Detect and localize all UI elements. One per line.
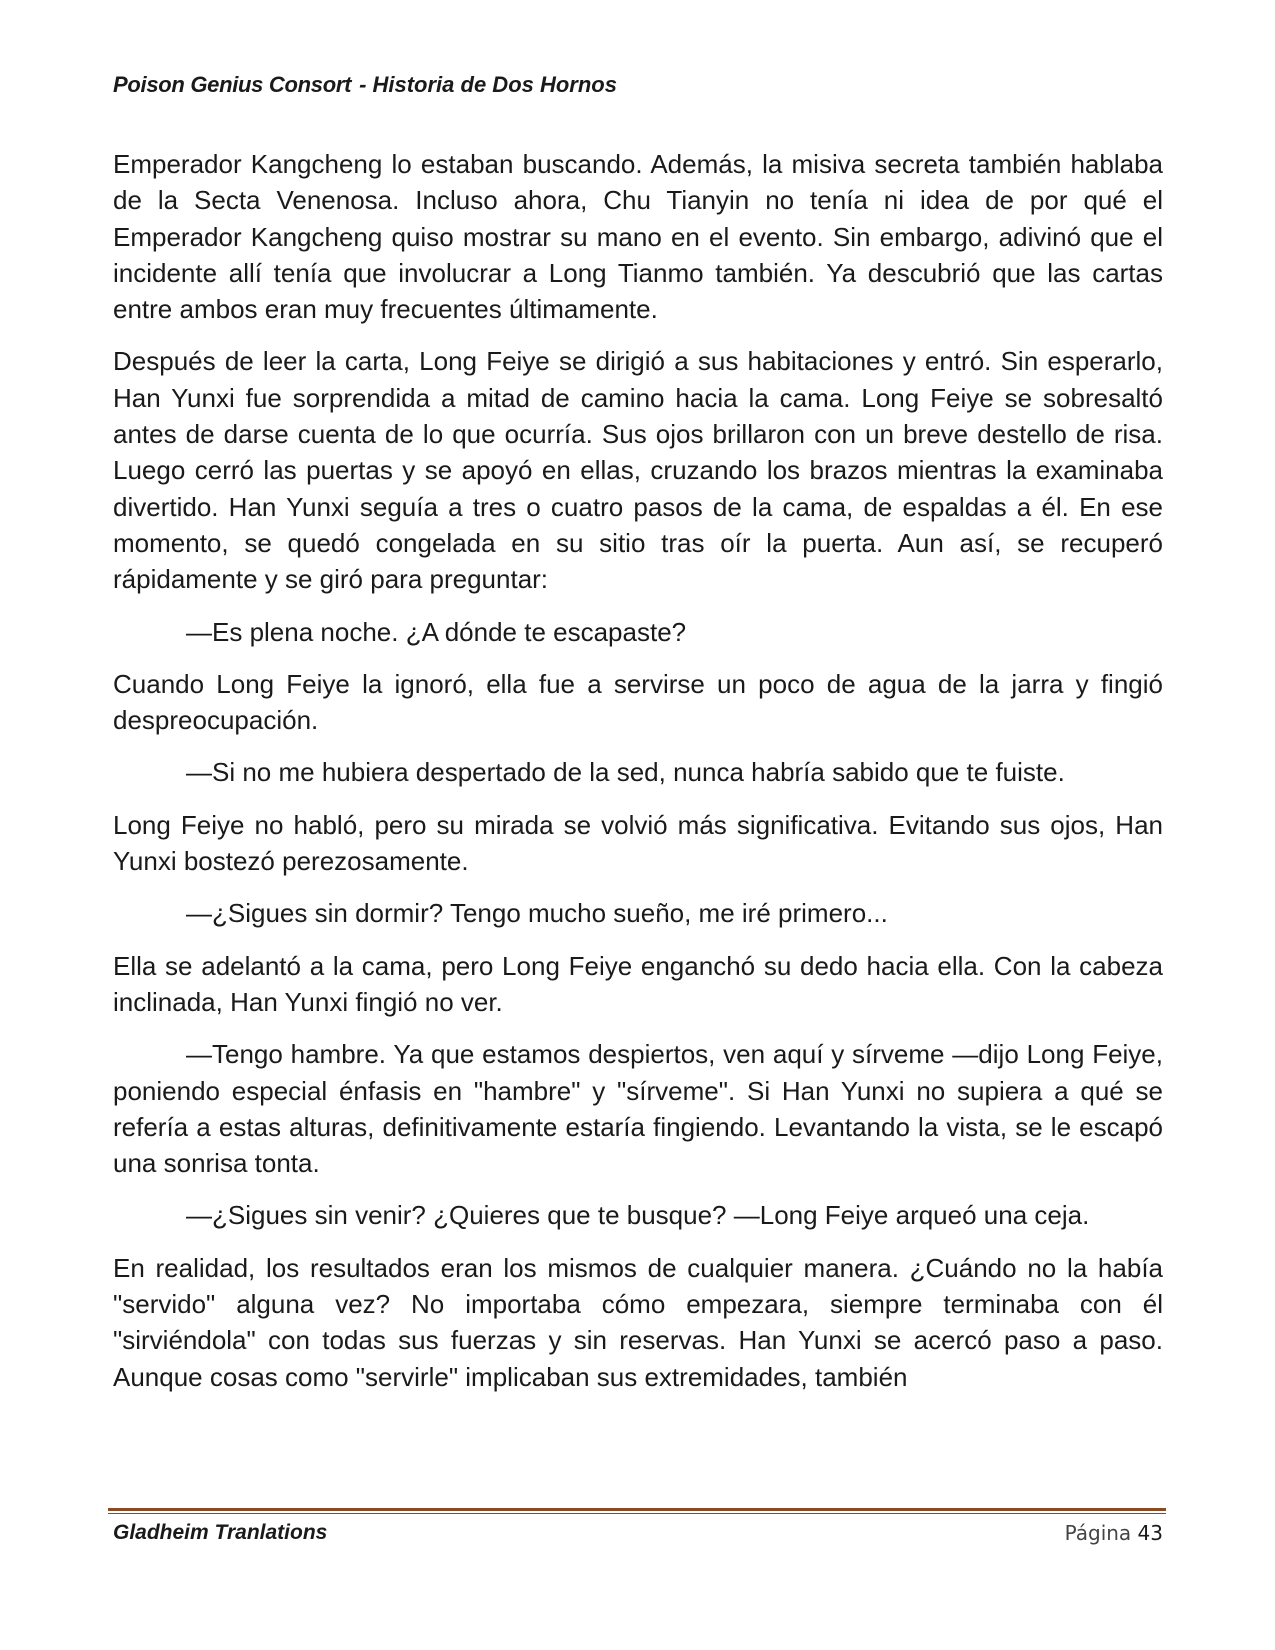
paragraph-1: Emperador Kangcheng lo estaban buscando. Además, la misiva secreta también hablaba de la Secta Venenosa. Incluso ahora, Chu Tianyin no tenía ni idea de por qué el Emperador Kangcheng quiso mostrar su mano en el evento. Sin embargo, adivinó que el incidente allí tenía que involucrar a Long Tianmo también. Ya descubrió que las cartas entre ambos eran muy frecuentes últimamente. bbox=[113, 149, 1163, 325]
body-text bbox=[113, 146, 1163, 1411]
footer-credit: Gladheim Tranlations bbox=[113, 1521, 328, 1544]
dialogue-paragraph-9: —Tengo hambre. Ya que estamos despiertos, ven aquí y sírveme —dijo Long Feiye, poniendo especial énfasis en "hambre" y "sírveme". Si Han Yunxi no supiera a qué se refería a estas alturas, definitivamente estaría fingiendo. Levantando la vista, se le escapó una sonrisa tonta. bbox=[113, 1039, 1163, 1179]
footer-divider-thin bbox=[108, 1513, 1166, 1514]
paragraph-2: Después de leer la carta, Long Feiye se dirigió a sus habitaciones y entró. Sin esperarlo, Han Yunxi fue sorprendida a mitad de camino hacia la cama. Long Feiye se sobresaltó antes de darse cuenta de lo que ocurría. Sus ojos brillaron con un breve destello de risa. Luego cerró las puertas y se apoyó en ellas, cruzando los brazos mientras la examinaba divertido. Han Yunxi seguía a tres o cuatro pasos de la cama, de espaldas a él. En ese momento, se quedó congelada en su sitio tras oír la puerta. Aun así, se recuperó rápidamente y se giró para preguntar: bbox=[113, 346, 1163, 595]
paragraph-6: Long Feiye no habló, pero su mirada se volvió más significativa. Evitando sus ojos, Han Yunxi bostezó perezosamente. bbox=[113, 809, 1163, 877]
header-separator: - bbox=[359, 72, 367, 97]
footer-page-number bbox=[1065, 1521, 1163, 1545]
dialogue-paragraph-10: —¿Sigues sin venir? ¿Quieres que te busque? —Long Feiye arqueó una ceja. bbox=[186, 1200, 1090, 1231]
paragraph-4: Cuando Long Feiye la ignoró, ella fue a servirse un poco de agua de la jarra y fingió despreocupación. bbox=[113, 668, 1163, 736]
dialogue-paragraph-3: —Es plena noche. ¿A dónde te escapaste? bbox=[186, 616, 687, 647]
dialogue-paragraph-5: —Si no me hubiera despertado de la sed, nunca habría sabido que te fuiste. bbox=[186, 757, 1065, 788]
page-label: Página bbox=[1064, 1521, 1132, 1545]
footer-divider-thick bbox=[108, 1508, 1166, 1511]
dialogue-paragraph-7: —¿Sigues sin dormir? Tengo mucho sueño, me iré primero... bbox=[186, 898, 888, 929]
page-number-value: 43 bbox=[1137, 1521, 1163, 1545]
header-series-name: Poison Genius Consort bbox=[113, 72, 352, 97]
paragraph-8: Ella se adelantó a la cama, pero Long Feiye enganchó su dedo hacia ella. Con la cabeza inclinada, Han Yunxi fingió no ver. bbox=[113, 950, 1163, 1017]
paragraph-11: En realidad, los resultados eran los mismos de cualquier manera. ¿Cuándo no la había "servido" alguna vez? No importaba cómo empezara, siempre terminaba con él "sirviéndola" con todas sus fuerzas y sin reservas. Han Yunxi se acercó paso a paso. Aunque cosas como "servirle" implicaban sus extremidades, también bbox=[113, 1252, 1163, 1392]
running-header bbox=[113, 72, 617, 98]
header-chapter-title: Historia de Dos Hornos bbox=[372, 72, 617, 97]
